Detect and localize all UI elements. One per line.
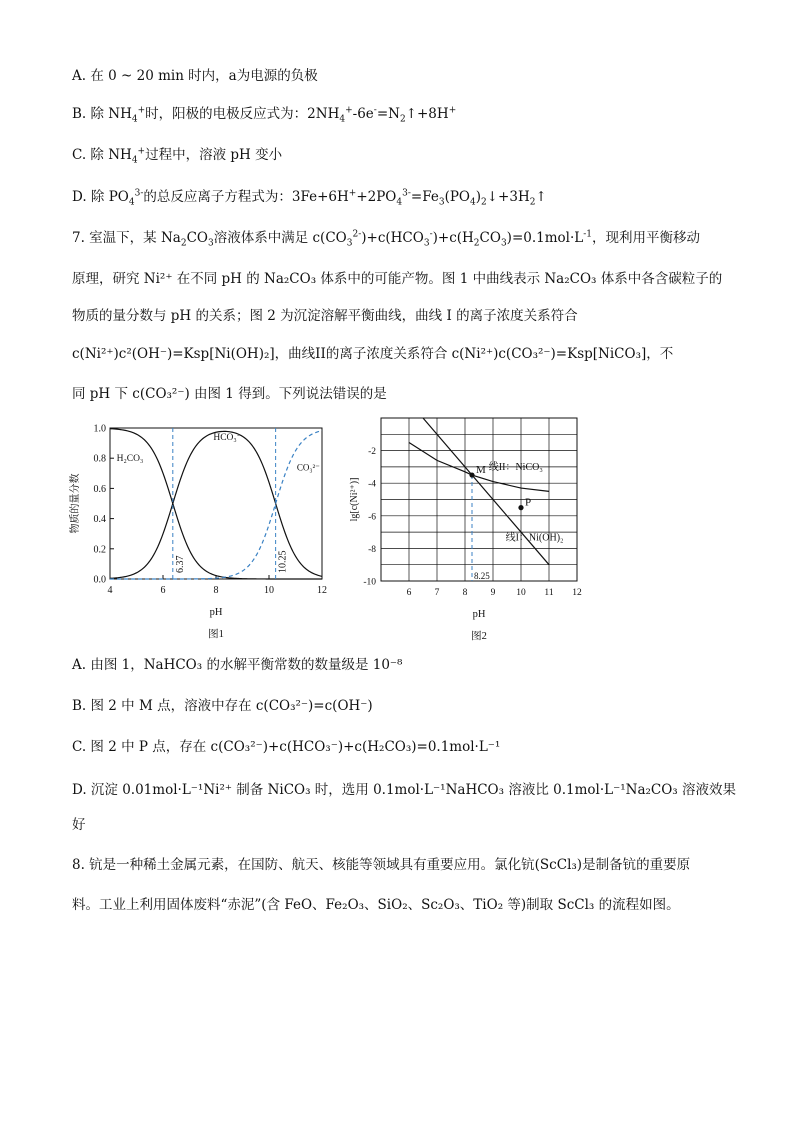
fig1-x-tick-label: 4	[107, 585, 113, 596]
q7-option-b: B. 图 2 中 M 点，溶液中存在 c(CO₃²⁻)=c(OH⁻)	[72, 698, 373, 714]
q7-stem-line5: 同 pH 下 c(CO₃²⁻) 由图 1 得到。下列说法错误的是	[72, 386, 387, 402]
fig2-label-line-i: 线I：Ni(OH)₂	[505, 532, 564, 544]
fig2-x-tick-label: 9	[490, 588, 496, 598]
fig2-label-line-ii: 线II：NiCO₃	[488, 462, 543, 474]
fig2-point-label-p: P	[525, 496, 532, 509]
fig1-label-hco3: HCO₃⁻	[213, 433, 242, 444]
q7-stem-line1: 7. 室温下，某 $Na_2CO_3$溶液体系中满足 $c(CO_3^{2-})+c(HCO_3^-)+c(H_2CO_3)=0.1mol\cdot L^{-1}$，现利用平衡移动	[72, 229, 701, 249]
fig1-x-tick-label: 12	[317, 585, 327, 596]
fig1-y-tick-label: 0.4	[93, 514, 106, 526]
fig2-x-tick-label: 6	[406, 588, 412, 598]
fig1-label-co3: CO₃²⁻	[296, 462, 320, 473]
fig1-pka-label: 6.37	[174, 555, 186, 573]
fig1-y-tick-label: 0.0	[93, 574, 106, 586]
fig1-pka-label: 10.25	[277, 550, 289, 573]
q8-stem-line1: 8. 钪是一种稀土金属元素，在国防、航天、核能等领域具有重要应用。氯化钪(ScCl₃)是制备钪的重要原	[72, 857, 691, 873]
q6-option-d: D. 除 $PO_4^{3-}$的总反应离子方程式为：$3Fe+6H^++2PO_4^{3-}=Fe_3(PO_4)_2↓+3H_2↑$	[72, 188, 547, 208]
fig1-series-h2co3	[110, 429, 322, 579]
fig1-frame	[110, 428, 322, 579]
fig2-y-tick-label: -8	[368, 544, 376, 555]
fig1-x-axis-label: pH	[209, 607, 223, 618]
fig2-y-tick-label: -4	[368, 479, 376, 490]
q7-stem-line4: c(Ni²⁺)c²(OH⁻)=Ksp[Ni(OH)₂]，曲线II的离子浓度关系符合 c(Ni²⁺)c(CO₃²⁻)=Ksp[NiCO₃]，不	[72, 346, 674, 362]
fig2-m-x-label: 8.25	[474, 571, 490, 581]
q7-option-a: A. 由图 1，NaHCO₃ 的水解平衡常数的数量级是 10⁻⁸	[72, 657, 403, 673]
fig2-y-tick-label: -6	[368, 512, 376, 523]
q7-stem-line2: 原理，研究 Ni²⁺ 在不同 pH 的 Na₂CO₃ 体系中的可能产物。图 1 中曲线表示 Na₂CO₃ 体系中各含碳粒子的	[72, 271, 723, 287]
q7-option-d: D. 沉淀 0.01mol·L⁻¹Ni²⁺ 制备 NiCO₃ 时，选用 0.1mol·L⁻¹NaHCO₃ 溶液比 0.1mol·L⁻¹Na₂CO₃ 溶液效果	[72, 782, 737, 798]
fig2-x-axis-label: pH	[472, 609, 486, 620]
fig1-y-tick-label: 0.8	[93, 453, 106, 465]
q7-option-c: C. 图 2 中 P 点，存在 c(CO₃²⁻)+c(HCO₃⁻)+c(H₂CO₃)=0.1mol·L⁻¹	[72, 739, 501, 755]
fig1-x-tick-label: 8	[213, 585, 219, 596]
fig2-x-tick-label: 11	[544, 588, 554, 598]
fig2-y-tick-label: -2	[368, 447, 376, 458]
q6-option-b: B. 除 $NH_4^+$时，阳极的电极反应式为：$2NH_4^+-6e^-=N_2↑+8H^+$	[72, 105, 457, 125]
q8-stem-line2: 料。工业上利用固体废料“赤泥”(含 FeO、Fe₂O₃、SiO₂、Sc₂O₃、TiO₂ 等)制取 ScCl₃ 的流程如图。	[72, 897, 680, 913]
fig2-x-tick-label: 12	[572, 588, 582, 598]
figure-2-chart	[345, 410, 595, 648]
figure-1-chart	[60, 418, 340, 648]
fig1-series-co3	[110, 431, 322, 579]
fig2-x-tick-label: 10	[516, 588, 526, 598]
fig1-y-tick-label: 0.6	[93, 483, 106, 495]
q6-option-c: C. 除 $NH_4^+$过程中，溶液 pH 变小	[72, 146, 283, 166]
fig2-point-label-m: M	[476, 464, 486, 477]
fig1-y-tick-label: 1.0	[93, 423, 106, 435]
fig2-x-tick-label: 8	[462, 588, 468, 598]
q7-stem-line3: 物质的量分数与 pH 的关系；图 2 为沉淀溶解平衡曲线，曲线 I 的离子浓度关系符合	[72, 308, 578, 324]
fig1-x-tick-label: 6	[160, 585, 166, 596]
fig2-x-tick-label: 7	[434, 588, 440, 598]
fig1-label-h2co3: H₂CO₃	[116, 454, 144, 465]
fig2-y-tick-label: -10	[363, 577, 376, 588]
fig1-y-tick-label: 0.2	[93, 544, 106, 556]
fig1-x-tick-label: 10	[264, 585, 274, 596]
q7-option-d-cont: 好	[72, 817, 86, 833]
fig1-caption: 图1	[208, 629, 224, 640]
fig2-point-m	[469, 472, 474, 477]
q6-option-a: A. 在 0 ~ 20 min 时内，a为电源的负极	[72, 68, 318, 84]
fig1-y-axis-label: 物质的量分数	[70, 473, 81, 534]
fig2-point-p	[518, 505, 523, 510]
fig2-y-axis-label: lg[c(Ni²⁺)]	[349, 477, 360, 522]
fig2-caption: 图2	[471, 631, 487, 642]
